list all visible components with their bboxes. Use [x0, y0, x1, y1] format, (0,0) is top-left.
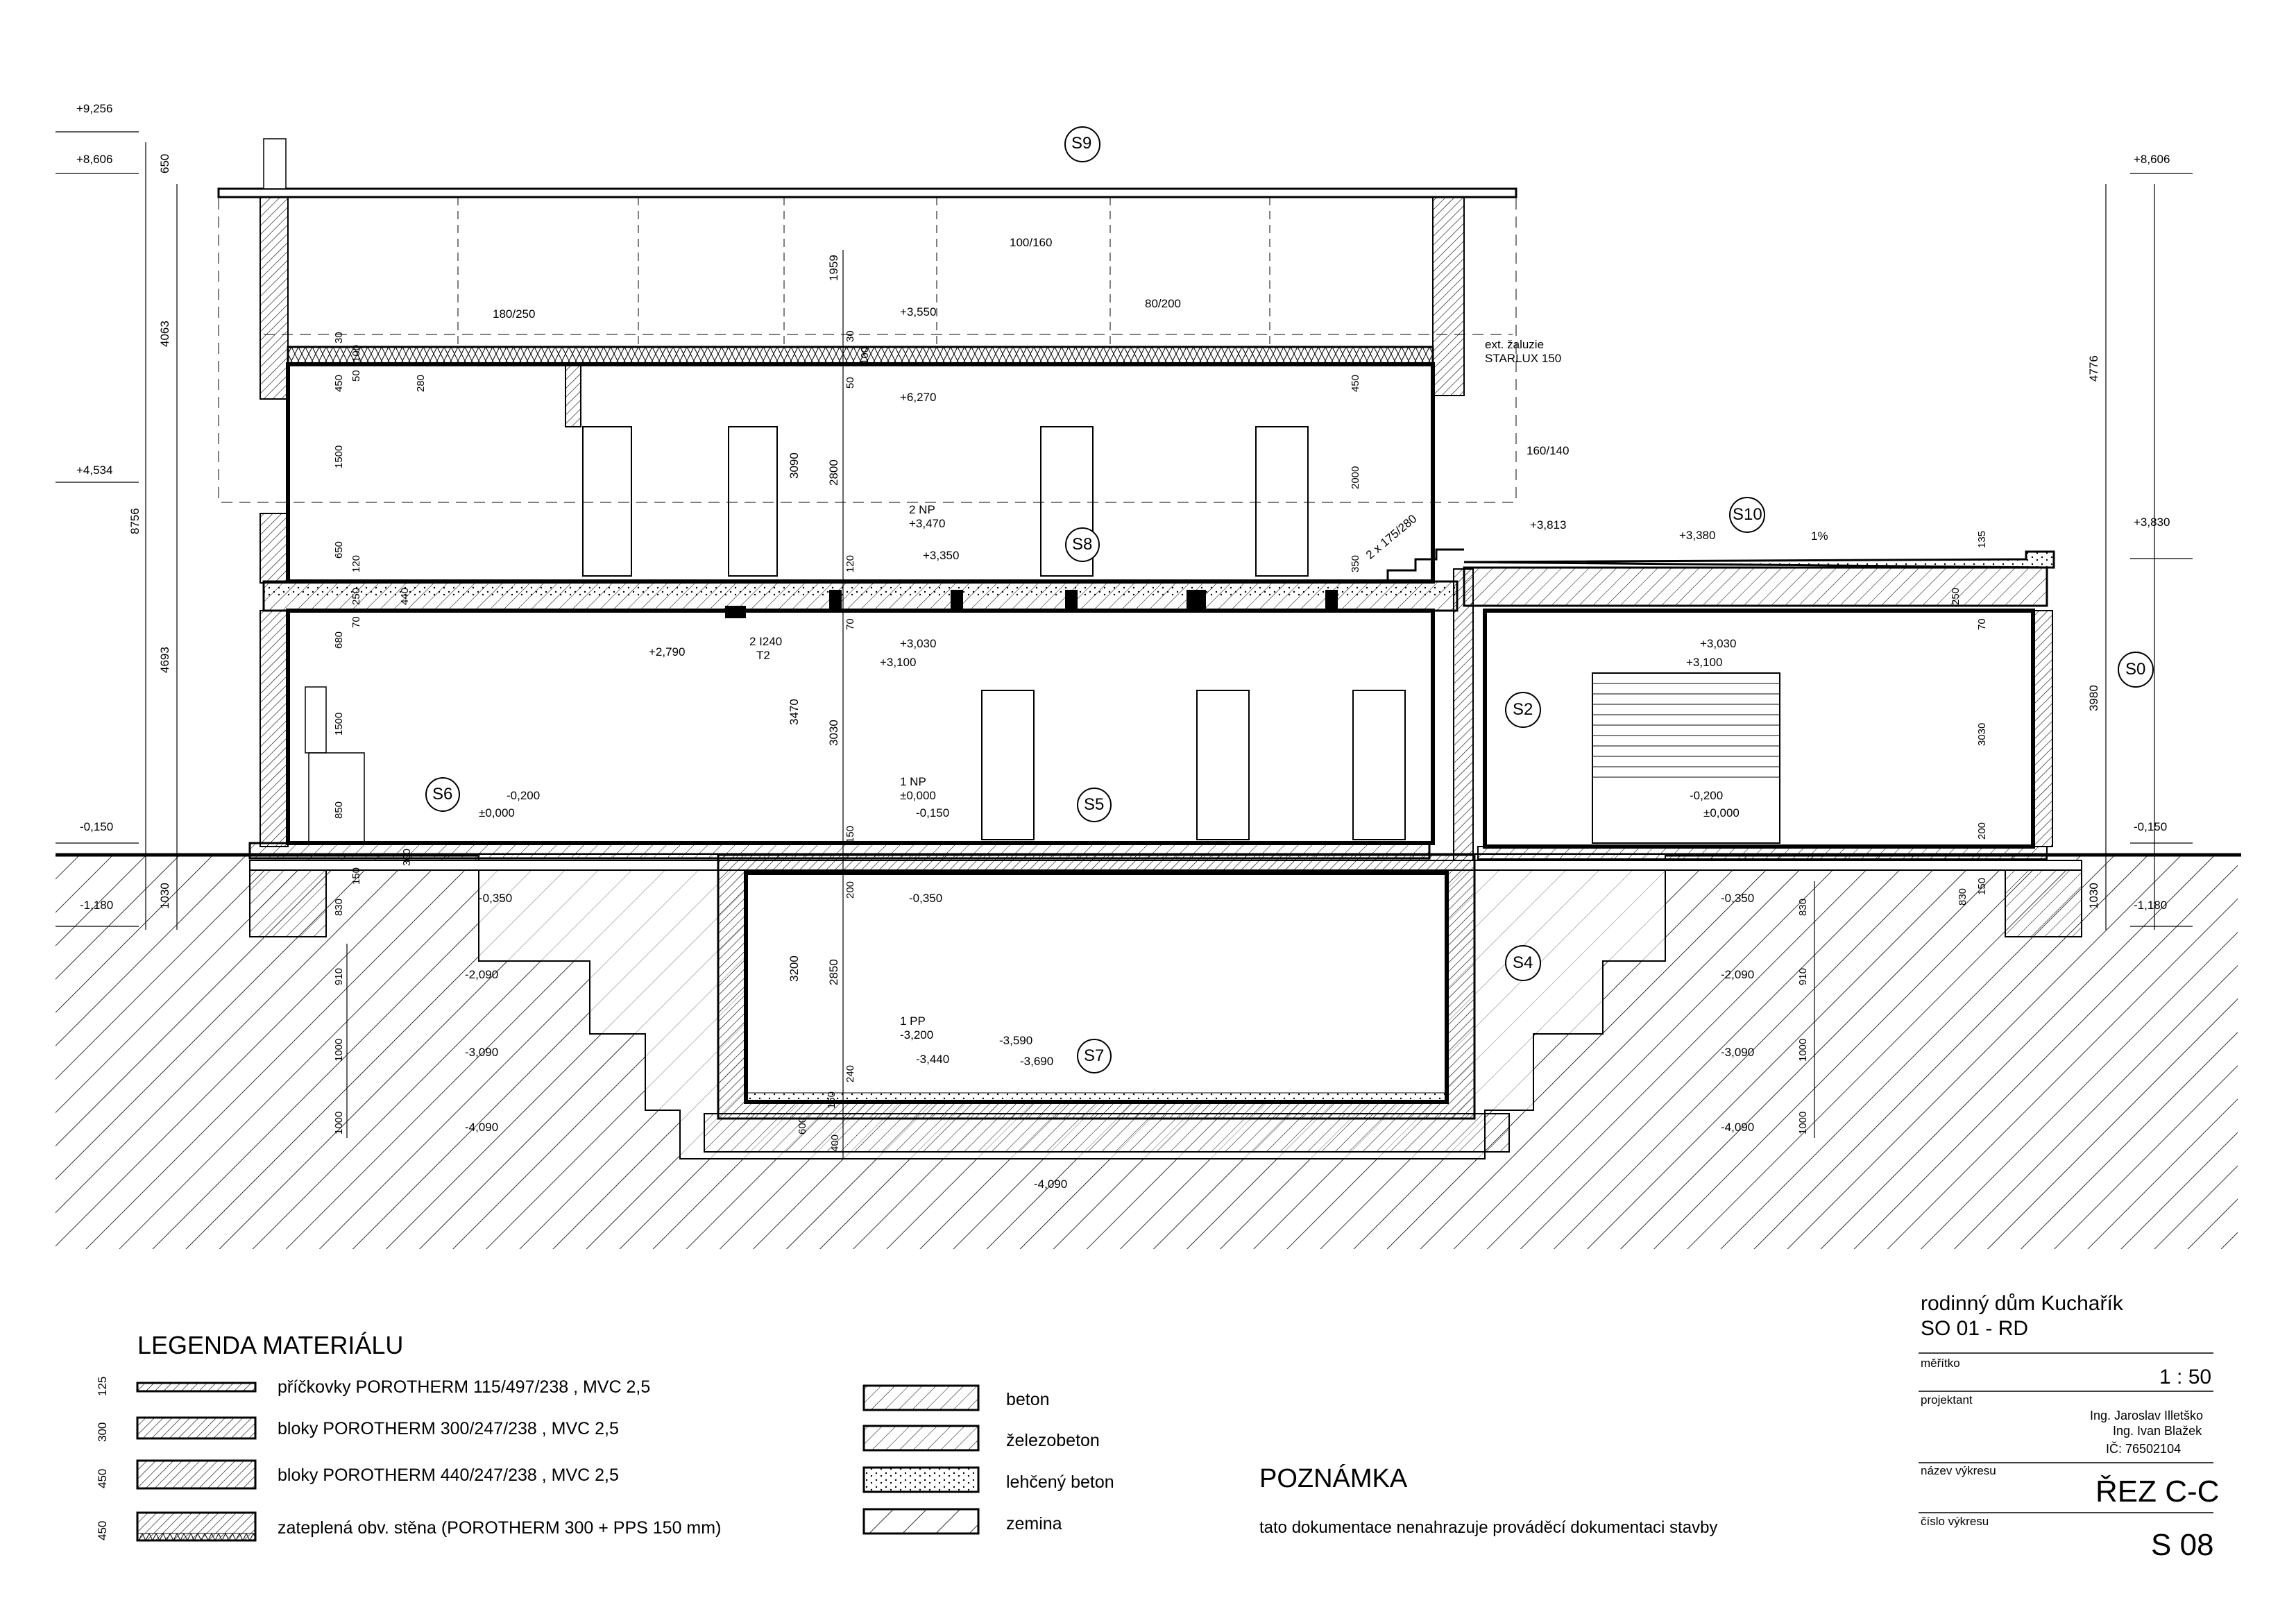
blinds-label-line1: ext. žaluzie: [1485, 338, 1545, 351]
dim-200-a: 200: [844, 881, 856, 899]
legend-item-1: příčkovky POROTHERM 115/497/238 , MVC 2,5: [278, 1377, 651, 1397]
dim-3980: 3980: [2087, 685, 2100, 711]
legend-dim-2: 300: [96, 1422, 109, 1442]
dim-3030-mid: 3030: [827, 720, 840, 746]
section-mark-s7: S7: [1084, 1046, 1105, 1065]
material-concrete: beton: [1006, 1390, 1050, 1409]
dim-850: 850: [333, 801, 345, 819]
dim-2850: 2850: [827, 959, 840, 985]
dim-680: 680: [333, 631, 345, 649]
rafter-label-160-140: 160/140: [1527, 444, 1570, 457]
level-1np: 1 NP: [900, 775, 926, 788]
level-0000-a: ±0,000: [900, 789, 936, 802]
dim-1000-right-2: 1000: [1797, 1111, 1809, 1135]
level-0350-b: -0,350: [909, 892, 943, 905]
dim-830-a: 830: [333, 898, 345, 916]
slope-label: 1%: [1811, 529, 1828, 543]
scale-value: 1 : 50: [2159, 1366, 2212, 1388]
dim-150-a: 150: [350, 867, 362, 885]
level-3380: +3,380: [1679, 529, 1716, 542]
rafter-label-80-200: 80/200: [1145, 297, 1181, 310]
level-0150-left: -0,150: [80, 820, 114, 833]
level-0150-mid: -0,150: [916, 806, 950, 819]
dim-100-b: 100: [859, 346, 871, 364]
dim-1500-a: 1500: [333, 445, 345, 468]
dim-450-b: 450: [1350, 374, 1361, 392]
level-1180-left: -1,180: [80, 899, 114, 912]
level-3100-b: +3,100: [1686, 656, 1723, 669]
dim-250: 250: [350, 587, 362, 605]
legend-item-3: bloky POROTHERM 440/247/238 , MVC 2,5: [278, 1465, 619, 1485]
dim-120-b: 120: [844, 554, 856, 572]
level-3830: +3,830: [2134, 516, 2170, 529]
designer-id: IČ: 76502104: [2106, 1442, 2182, 1456]
level-0000-c: ±0,000: [1703, 806, 1740, 819]
dim-70-a: 70: [350, 616, 362, 628]
level-3350: +3,350: [923, 549, 960, 562]
dim-1959: 1959: [827, 255, 840, 281]
object-code: SO 01 - RD: [1921, 1317, 2029, 1340]
dim-50-b: 50: [844, 377, 856, 389]
section-mark-s6: S6: [432, 785, 453, 804]
dim-440: 440: [399, 587, 411, 605]
material-soil: zemina: [1006, 1514, 1062, 1533]
level-4090-c: -4,090: [1034, 1178, 1068, 1191]
level-3590: -3,590: [999, 1034, 1033, 1047]
level-8606-left: +8,606: [76, 153, 113, 166]
dim-1030-right: 1030: [2087, 883, 2100, 909]
legend-item-4: zateplená obv. stěna (POROTHERM 300 + PPS 150 mm): [278, 1518, 722, 1538]
blinds-label-line2: STARLUX 150: [1485, 352, 1562, 365]
legend-dim-3: 450: [96, 1468, 109, 1488]
dim-4063: 4063: [158, 321, 171, 347]
rafter-label-100-160: 100/160: [1010, 236, 1053, 249]
beam-label-line1: 2 I240: [749, 635, 783, 648]
dim-450-a: 450: [333, 374, 345, 392]
section-mark-s0: S0: [2125, 660, 2146, 679]
level-0200-a: -0,200: [507, 789, 541, 802]
dim-3200: 3200: [788, 955, 801, 982]
level-3090-a: -3,090: [465, 1046, 499, 1059]
dim-280: 280: [415, 374, 427, 392]
legend-item-2: bloky POROTHERM 300/247/238 , MVC 2,5: [278, 1419, 619, 1438]
dim-910-a: 910: [333, 967, 345, 985]
level-0350-a: -0,350: [479, 892, 513, 905]
drawing-number: S 08: [2151, 1528, 2214, 1562]
dim-3090: 3090: [788, 452, 801, 479]
dim-1000-right: 1000: [1797, 1038, 1809, 1062]
dim-650-b: 650: [333, 541, 345, 559]
material-reinforced-concrete: železobeton: [1006, 1431, 1100, 1450]
dim-250-b: 250: [1950, 587, 1962, 605]
dim-300: 300: [401, 848, 413, 866]
designer-1: Ing. Jaroslav Illetško: [2090, 1409, 2204, 1422]
rafter-label-180-250: 180/250: [493, 307, 536, 321]
section-mark-s8: S8: [1072, 535, 1093, 554]
dim-400: 400: [829, 1134, 841, 1152]
level-3440: -3,440: [916, 1053, 950, 1066]
dim-8756: 8756: [128, 508, 142, 534]
dim-350: 350: [1350, 554, 1361, 572]
level-1180-right: -1,180: [2134, 899, 2168, 912]
level-3200: -3,200: [900, 1028, 934, 1042]
dim-70-c: 70: [1976, 618, 1988, 630]
legend-dim-1: 125: [96, 1376, 109, 1396]
stairs-label: 2 x 175/280: [1363, 511, 1420, 562]
level-2090-b: -2,090: [1721, 968, 1755, 981]
dim-1000-a: 1000: [333, 1038, 345, 1062]
dim-30-b: 30: [844, 330, 856, 342]
basement: [718, 855, 1474, 1119]
level-0350-c: -0,350: [1721, 892, 1755, 905]
dim-830-right: 830: [1957, 887, 1968, 906]
dim-120-a: 120: [350, 554, 362, 572]
section-mark-s10: S10: [1733, 505, 1762, 524]
level-3100-a: +3,100: [880, 656, 917, 669]
level-0200-b: -0,200: [1690, 789, 1724, 802]
dim-160: 160: [826, 1091, 837, 1109]
house-structure: [250, 194, 1473, 860]
note-title: POZNÁMKA: [1259, 1464, 1408, 1493]
level-2np: 2 NP: [909, 503, 935, 516]
dim-4693: 4693: [158, 647, 171, 673]
level-3550: +3,550: [900, 305, 937, 318]
dim-200-right: 200: [1976, 822, 1988, 840]
level-6270: +6,270: [900, 391, 937, 404]
dim-100-a: 100: [350, 344, 362, 362]
dim-4776: 4776: [2087, 355, 2100, 382]
level-3090-b: -3,090: [1721, 1046, 1755, 1059]
project-name: rodinný dům Kuchařík: [1921, 1292, 2123, 1315]
level-4090-a: -4,090: [465, 1121, 499, 1134]
dim-600: 600: [797, 1116, 808, 1135]
level-2790: +2,790: [649, 645, 686, 658]
dim-1030-left: 1030: [158, 883, 171, 909]
level-4534: +4,534: [76, 464, 113, 477]
dim-650: 650: [158, 153, 171, 173]
drawing-name: ŘEZ C-C: [2095, 1475, 2220, 1509]
level-3030-b: +3,030: [1700, 637, 1737, 650]
section-mark-s9: S9: [1071, 134, 1092, 153]
dim-3470: 3470: [788, 699, 801, 725]
drawing-name-label: název výkresu: [1921, 1464, 1996, 1477]
dim-830-right-2: 830: [1797, 898, 1809, 916]
legend-dim-4: 450: [96, 1520, 109, 1540]
legend-swatches: [137, 1383, 978, 1540]
dim-910-right: 910: [1797, 967, 1809, 985]
scale-label: měřítko: [1921, 1357, 1960, 1370]
level-8606-right: +8,606: [2134, 153, 2170, 166]
dim-1500-b: 1500: [333, 712, 345, 736]
level-3813: +3,813: [1530, 518, 1567, 532]
section-mark-s4: S4: [1513, 953, 1533, 972]
dim-1000-b: 1000: [333, 1111, 345, 1135]
dim-150-b: 150: [844, 825, 856, 843]
beam-label-line2: T2: [756, 649, 770, 662]
level-3030-a: +3,030: [900, 637, 937, 650]
dim-3030-right: 3030: [1976, 722, 1988, 746]
dim-135: 135: [1976, 530, 1988, 548]
designer-2: Ing. Ivan Blažek: [2113, 1424, 2202, 1438]
level-1pp: 1 PP: [900, 1014, 926, 1028]
dim-240: 240: [844, 1064, 856, 1082]
legend-title: LEGENDA MATERIÁLU: [137, 1331, 404, 1359]
dim-50-a: 50: [350, 370, 362, 382]
material-lightweight-concrete: lehčený beton: [1006, 1472, 1114, 1492]
level-2090-a: -2,090: [465, 968, 499, 981]
dim-2000: 2000: [1350, 466, 1361, 489]
section-mark-s5: S5: [1084, 795, 1105, 814]
dim-150-right: 150: [1976, 877, 1988, 895]
section-mark-s2: S2: [1513, 700, 1533, 719]
dim-30-a: 30: [333, 332, 345, 343]
level-3690: -3,690: [1020, 1055, 1054, 1068]
level-3470: +3,470: [909, 517, 946, 530]
dim-70-b: 70: [844, 618, 856, 630]
level-0150-right: -0,150: [2134, 820, 2168, 833]
dim-2800: 2800: [827, 459, 840, 486]
drawing-number-label: číslo výkresu: [1921, 1515, 1989, 1528]
level-0000-b: ±0,000: [479, 806, 515, 819]
note-text: tato dokumentace nenahrazuje prováděcí dokumentaci stavby: [1259, 1518, 1718, 1537]
level-9256: +9,256: [76, 102, 113, 115]
level-4090-b: -4,090: [1721, 1121, 1755, 1134]
designer-label: projektant: [1921, 1393, 1973, 1407]
